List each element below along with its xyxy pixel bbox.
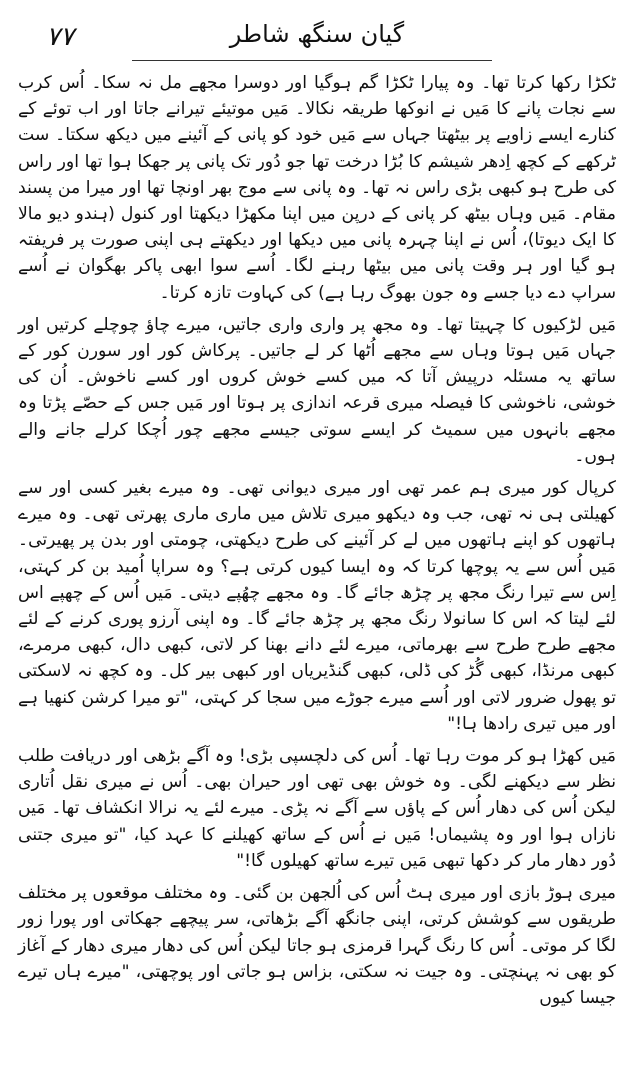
running-title: گیان سنگھ شاطر (229, 20, 405, 48)
header-rule (132, 60, 492, 61)
paragraph: کرپال کور میری ہم عمر تھی اور میری دیوانی تھی۔ وہ میرے بغیر کسی اور سے کھیلتی ہی نہ تھی، جب وہ دیکھو میری تلاش میں ماری ماری پھرتی تھی۔ وہ میرے ہاتھوں کو اپنے ہاتھوں میں لے کر آئینے کی طرح دیکھتی، چومتی اور بدن پر پھیرتی۔ مَیں اُس سے یہ پوچھا کرتا کہ وہ ایسا کیوں کرتی ہے؟ وہ سراپا اُمید بن کر کہتی، اِس سے تیرا رنگ مجھ پر چڑھ جائے گا۔ وہ مجھے چھُپے دیتی۔ مَیں اُس کے چھپے اس لئے لیتا کہ اس کا سانولا رنگ مجھ پر چڑھ جائے گا۔ وہ اپنی آرزو پوری کرنے کے لئے مجھے طرح طرح سے بھرماتی، میرے لئے دانے بھنا کر لاتی، کبھی دال، کبھی مرمرے، کبھی مرنڈا، کبھی گُڑ کی ڈلی، کبھی گنڈیریاں اور کبھی بیر کل۔ وہ کچھ نہ لاسکتی تو پھول ضرور لاتی اور اُسے میرے جوڑے میں سجا کر کہتی، "تو میرا کرشن کنھیا ہے اور میں تیری رادھا ہا!" (18, 478, 616, 734)
body-text (18, 70, 616, 1068)
page-number: ۷۷ (46, 22, 74, 52)
page-header (22, 14, 612, 62)
paragraph: میری ہوڑ بازی اور میری ہٹ اُس کی اُلجھن بن گئی۔ وہ مختلف موقعوں پر مختلف طریقوں سے کوشش کرتی، اپنی جانگھ آگے بڑھاتی، سر پیچھے جھکاتی اور پورا زور لگا کر موتی۔ اُس کا رنگ گہرا قرمزی ہو جاتا لیکن اُس کی دھار میری دھار کے آغاز کو بھی نہ پہنچتی۔ وہ جیت نہ سکتی، بزاس ہو جاتی اور پوچھتی، "میرے ہاں تیرے جیسا کیوں (18, 883, 616, 1008)
paragraph: ٹکڑا رکھا کرتا تھا۔ وہ پیارا ٹکڑا گم ہوگیا اور دوسرا مجھے مل نہ سکا۔ اُس کرب سے نجات پانے کا مَیں نے انوکھا طریقہ نکالا۔ مَیں موتیئے تیرانے جاتا اور اب توئے کے کنارے ایسے زاویے پر بیٹھتا جہاں سے مَیں خود کو پانی کے آئینے میں دیکھ سکتا۔ ست ٹرکھے کے کچھ اِدھر شیشم کا بُڑا درخت تھا جو دُور تک پانی پر جھکا ہوا تھا اور راس کی طرح ہو کبھی بڑی راس نہ تھا۔ وہ پانی سے موج بھر اونچا تھا اور میرا من پسند مقام۔ مَیں وہاں بیٹھ کر پانی کے درپن میں اپنا مکھڑا دیکھتا اور کنول (ہندو دیو مالا کا ایک دیوتا)، اُس نے اپنا چہرہ پانی میں دیکھا اور دیکھتے ہی اپنی صورت پر فریفتہ ہو گیا اور ہر وقت پانی میں بیٹھا رہنے لگا۔ اُسے سوا ابھی پاکر بھگوان نے اُسے سراپ دے دیا جسے وہ جون بھوگ رہا ہے) کی کہاوت تازہ کرتا۔ (18, 73, 616, 303)
paragraph: مَیں کھڑا ہو کر موت رہا تھا۔ اُس کی دلچسپی بڑی! وہ آگے بڑھی اور دریافت طلب نظر سے دیکھنے لگی۔ وہ خوش بھی تھی اور حیران بھی۔ اُس نے میری نقل اُتاری لیکن اُس کی دھار اُس کے پاؤں سے آگے نہ پڑی۔ میرے لئے یہ نرالا انکشاف تھا۔ مَیں نازاں ہوا اور وہ پشیماں! مَیں نے اُس کے ساتھ کھیلنے کا عہد کیا، "تو میری جتنی دُور دھار مار کر دکھا تبھی مَیں تیرے ساتھ کھیلوں گا!" (18, 746, 616, 871)
paragraph: مَیں لڑکیوں کا چہیتا تھا۔ وہ مجھ پر واری واری جاتیں، میرے چاؤ چوچلے کرتیں اور جہاں مَیں ہوتا وہاں سے مجھے اُٹھا کر لے جاتیں۔ پرکاش کور اور سورن کور کے ساتھ یہ مسئلہ درپیش آتا کہ میں کسے خوش کروں اور کسے ناخوش۔ اُن کی خوشی، ناخوشی کا فیصلہ میری قرعہ اندازی پر ہوتا اور مَیں جس کے حصّے پڑتا وہ مجھے بانہوں میں سمیٹ کر ایسے سوتی جیسے مجھے چور اُچکا کرلے جانے والے ہوں۔ (18, 314, 616, 466)
